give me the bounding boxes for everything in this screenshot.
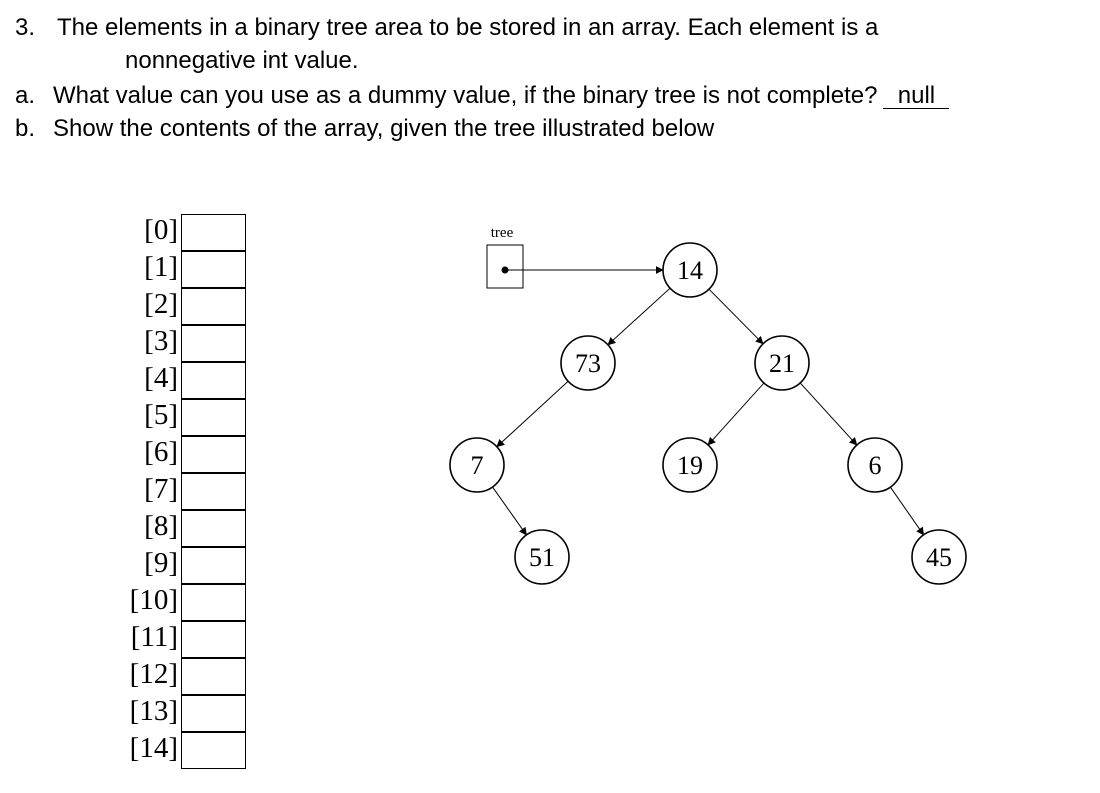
part-a-text: What value can you use as a dummy value, if the binary tree is not complete? <box>53 82 878 109</box>
array-index-label: [0] <box>144 214 178 246</box>
array-index-label: [14] <box>129 732 178 764</box>
part-a-answer: null <box>883 84 949 109</box>
array-index-label: [10] <box>129 584 178 616</box>
tree-node <box>663 243 717 297</box>
tree-node-value: 6 <box>868 451 882 480</box>
part-b-label: b. <box>15 115 36 142</box>
array-index-label: [2] <box>144 288 178 320</box>
tree-node <box>755 336 809 390</box>
array-index-label: [1] <box>144 251 178 283</box>
tree-edges <box>493 288 924 535</box>
array-index-label: [12] <box>129 658 178 690</box>
array-index-label: [11] <box>130 621 178 653</box>
tree-edge <box>493 487 527 535</box>
array-index-label: [8] <box>144 510 178 542</box>
tree-node-value: 7 <box>470 451 484 480</box>
array-index-label: [5] <box>144 399 178 431</box>
tree-node <box>561 336 615 390</box>
array-index-label: [7] <box>144 473 178 505</box>
tree-edge <box>497 381 568 446</box>
tree-node-value: 51 <box>529 543 555 572</box>
part-b-text: Show the contents of the array, given the tree illustrated below <box>53 115 715 142</box>
question-text-line2: nonnegative int value. <box>125 47 359 74</box>
tree-node-value: 14 <box>677 256 703 285</box>
array-index-label: [6] <box>144 436 178 468</box>
question-number: 3. <box>15 14 36 41</box>
tree-node <box>515 530 569 584</box>
tree-node <box>912 530 966 584</box>
part-a-label: a. <box>15 82 36 109</box>
tree-edge <box>709 289 763 344</box>
array-index-label: [3] <box>144 325 178 357</box>
tree-edge <box>800 383 857 445</box>
question-text-line1: The elements in a binary tree area to be stored in an array. Each element is a <box>57 14 879 41</box>
array-index-label: [13] <box>129 695 178 727</box>
tree-nodes <box>450 243 966 584</box>
tree-node-value: 45 <box>926 543 952 572</box>
tree-node <box>663 438 717 492</box>
tree-node <box>848 438 902 492</box>
tree-pointer <box>487 225 663 288</box>
tree-node-value: 21 <box>769 349 795 378</box>
tree-node-value: 19 <box>677 451 703 480</box>
tree-edge <box>890 487 923 535</box>
tree-edge <box>708 383 764 445</box>
tree-node <box>450 438 504 492</box>
array-index-label: [4] <box>144 362 178 394</box>
tree-node-value: 73 <box>575 349 601 378</box>
tree-edge <box>608 288 670 345</box>
tree-pointer-label: tree <box>490 225 514 241</box>
array-index-label: [9] <box>144 547 178 579</box>
